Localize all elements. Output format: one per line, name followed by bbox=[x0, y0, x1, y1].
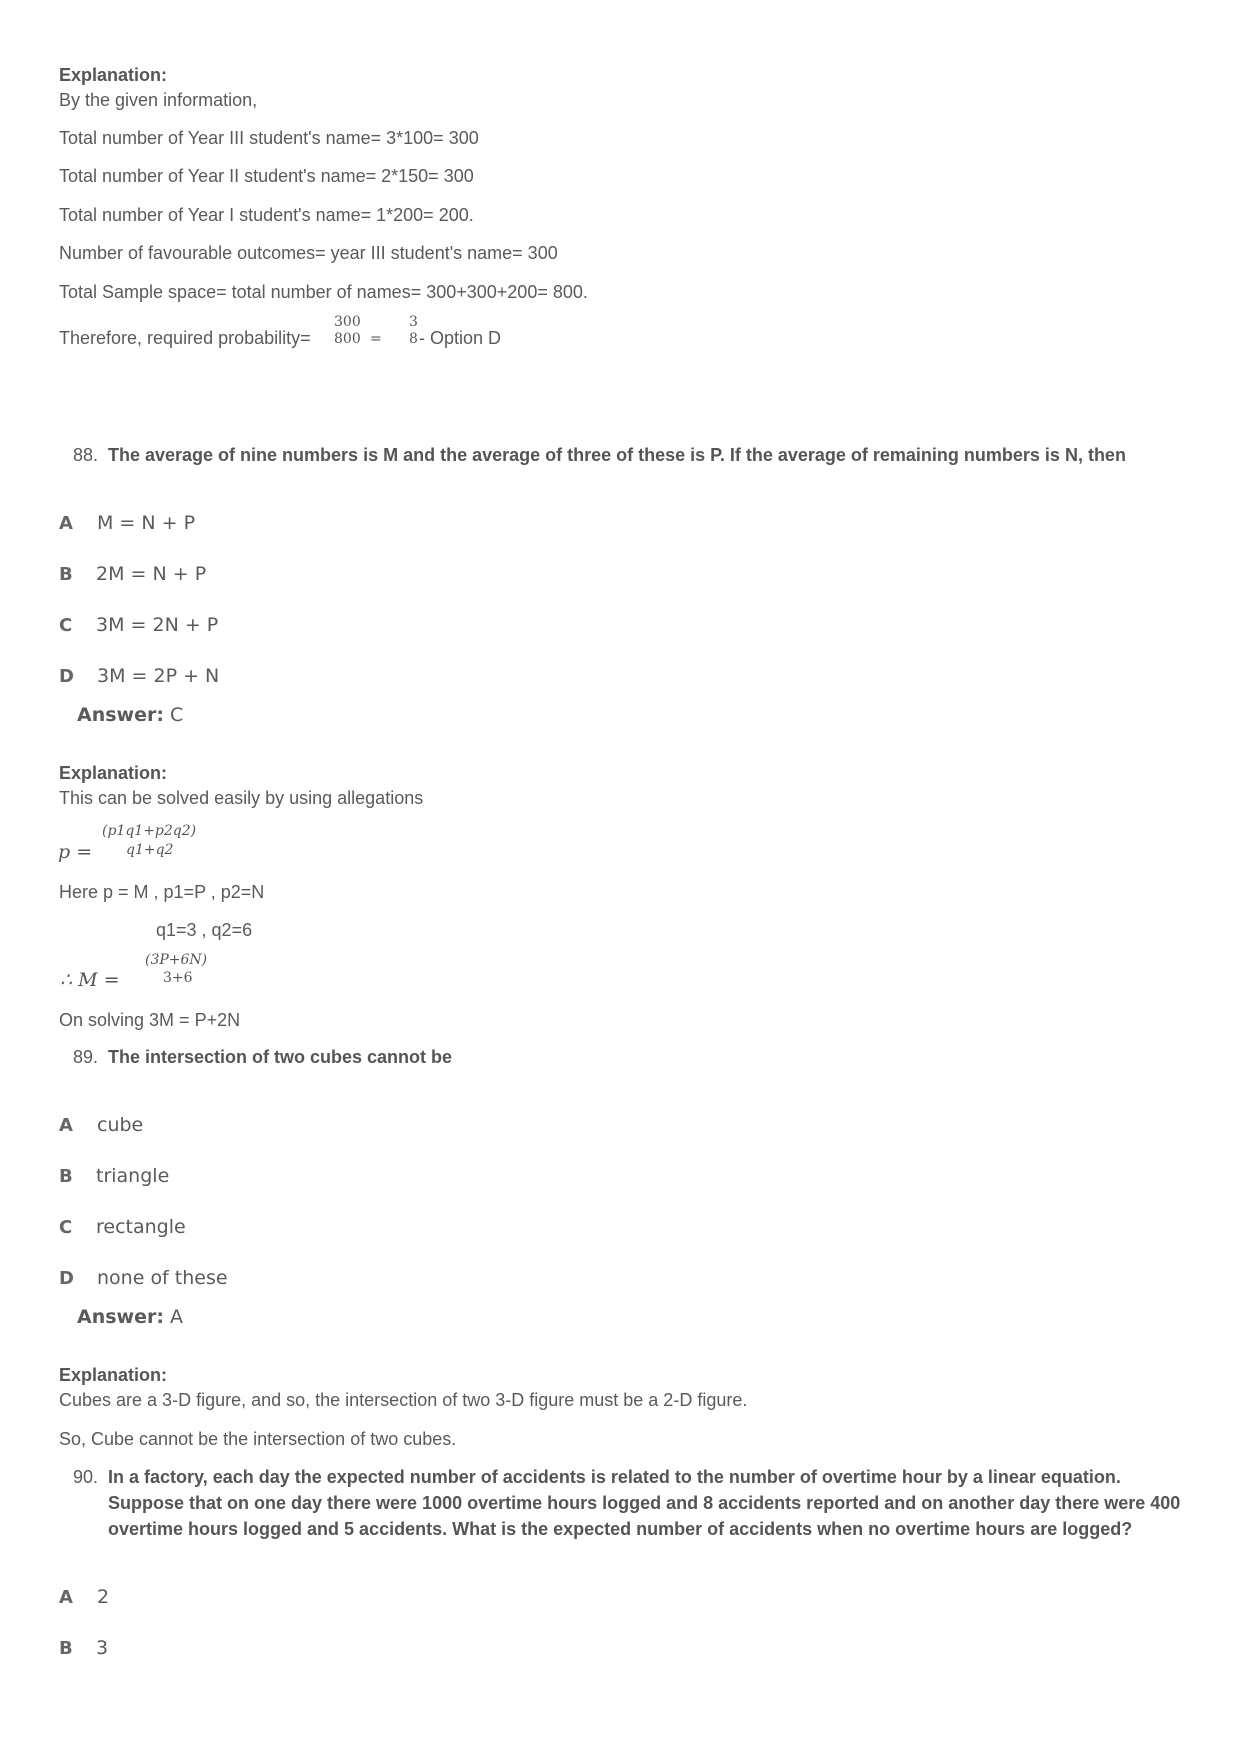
q89-option-letter: A bbox=[59, 1115, 73, 1136]
q87-explanation-line: Total number of Year II student's name= 2*150= 300 bbox=[59, 166, 474, 186]
q88-answer bbox=[77, 704, 183, 726]
q90-option-text[interactable]: 3 bbox=[96, 1637, 109, 1659]
q90-option-letter: A bbox=[59, 1587, 73, 1608]
q88-option-letter: D bbox=[59, 666, 74, 687]
q89-option-text[interactable]: triangle bbox=[96, 1165, 170, 1187]
q89-option-text[interactable]: rectangle bbox=[96, 1216, 186, 1238]
q89-explanation-line: Cubes are a 3-D figure, and so, the intersection of two 3-D figure must be a 2-D figure. bbox=[59, 1390, 748, 1410]
q88-formula2-lhs: ∴ M = bbox=[60, 969, 120, 991]
q90-option-text[interactable]: 2 bbox=[97, 1586, 110, 1608]
q88-formula1-numerator: (p1q1+p2q2) bbox=[102, 823, 197, 839]
q89-option-letter: B bbox=[59, 1166, 73, 1187]
q87-explanation-title: Explanation: bbox=[59, 65, 168, 85]
q88-formula1-denominator: q1+q2 bbox=[126, 842, 174, 858]
q87-fraction1-numerator: 300 bbox=[334, 314, 361, 330]
q88-option-text[interactable]: 3M = 2P + N bbox=[97, 665, 220, 687]
q87-explanation-line: Total number of Year III student's name= 3*100= 300 bbox=[59, 128, 479, 148]
q89-answer-label: Answer: bbox=[77, 1306, 164, 1328]
q88-answer-value: C bbox=[170, 704, 184, 726]
q89-option-text[interactable]: cube bbox=[97, 1114, 144, 1136]
q88-option-letter: A bbox=[59, 513, 73, 534]
q87-explanation-line: Number of favourable outcomes= year III student's name= 300 bbox=[59, 243, 558, 263]
q87-probability-suffix: - Option D bbox=[419, 328, 502, 348]
q89-answer-value: A bbox=[170, 1306, 183, 1328]
q89-answer bbox=[77, 1306, 183, 1328]
q88-answer-label: Answer: bbox=[77, 704, 164, 726]
q88-option-text[interactable]: 2M = N + P bbox=[96, 563, 207, 585]
q88-question-text: The average of nine numbers is M and the average of three of these is P. If the average of remaining numbers is N, then bbox=[108, 445, 1126, 465]
q89-option-text[interactable]: none of these bbox=[97, 1267, 228, 1289]
q89-option-letter: D bbox=[59, 1268, 74, 1289]
q88-explanation-title: Explanation: bbox=[59, 763, 168, 783]
q88-explanation-line: q1=3 , q2=6 bbox=[156, 920, 253, 940]
q88-formula2-denominator: 3+6 bbox=[163, 970, 193, 986]
q87-explanation-line: Total Sample space= total number of names= 300+300+200= 800. bbox=[59, 282, 588, 302]
q88-explanation-line: On solving 3M = P+2N bbox=[59, 1010, 241, 1030]
q89-question-text: The intersection of two cubes cannot be bbox=[108, 1047, 453, 1067]
q88-option-text[interactable]: M = N + P bbox=[97, 512, 196, 534]
q88-option-text[interactable]: 3M = 2N + P bbox=[96, 614, 219, 636]
q90-question-text: In a factory, each day the expected number of accidents is related to the number of overtime hour by a linear equation. Suppose that on one day there were 1000 overtime hours logged and 8 accidents reported and on another day there were 400 overtime hours logged and 5 accidents. What is the expected number of accidents when no overtime hours are logged? bbox=[108, 1467, 1181, 1539]
q87-explanation-line: Total number of Year I student's name= 1*200= 200. bbox=[59, 205, 474, 225]
q88-formula2-numerator: (3P+6N) bbox=[145, 952, 208, 968]
q88-option-letter: C bbox=[59, 615, 73, 636]
q88-explanation-line: This can be solved easily by using allegations bbox=[59, 788, 424, 808]
q89-explanation-line: So, Cube cannot be the intersection of two cubes. bbox=[59, 1429, 457, 1449]
q87-fraction2-numerator: 3 bbox=[409, 314, 418, 330]
q90-number: 90. bbox=[73, 1467, 99, 1487]
q89-option-letter: C bbox=[59, 1217, 73, 1238]
q88-number: 88. bbox=[73, 445, 99, 465]
q90-option-letter: B bbox=[59, 1638, 73, 1659]
q87-fraction1-denominator: 800 bbox=[334, 331, 361, 347]
q87-equals-sign: = bbox=[370, 331, 382, 347]
q89-explanation-title: Explanation: bbox=[59, 1365, 168, 1385]
q87-probability-prefix: Therefore, required probability= bbox=[59, 328, 311, 348]
q87-explanation-line: By the given information, bbox=[59, 90, 258, 110]
q88-option-letter: B bbox=[59, 564, 73, 585]
q88-explanation-line: Here p = M , p1=P , p2=N bbox=[59, 882, 265, 902]
q88-formula1-lhs: p = bbox=[58, 841, 93, 863]
q89-number: 89. bbox=[73, 1047, 99, 1067]
q87-fraction2-denominator: 8 bbox=[409, 331, 418, 347]
